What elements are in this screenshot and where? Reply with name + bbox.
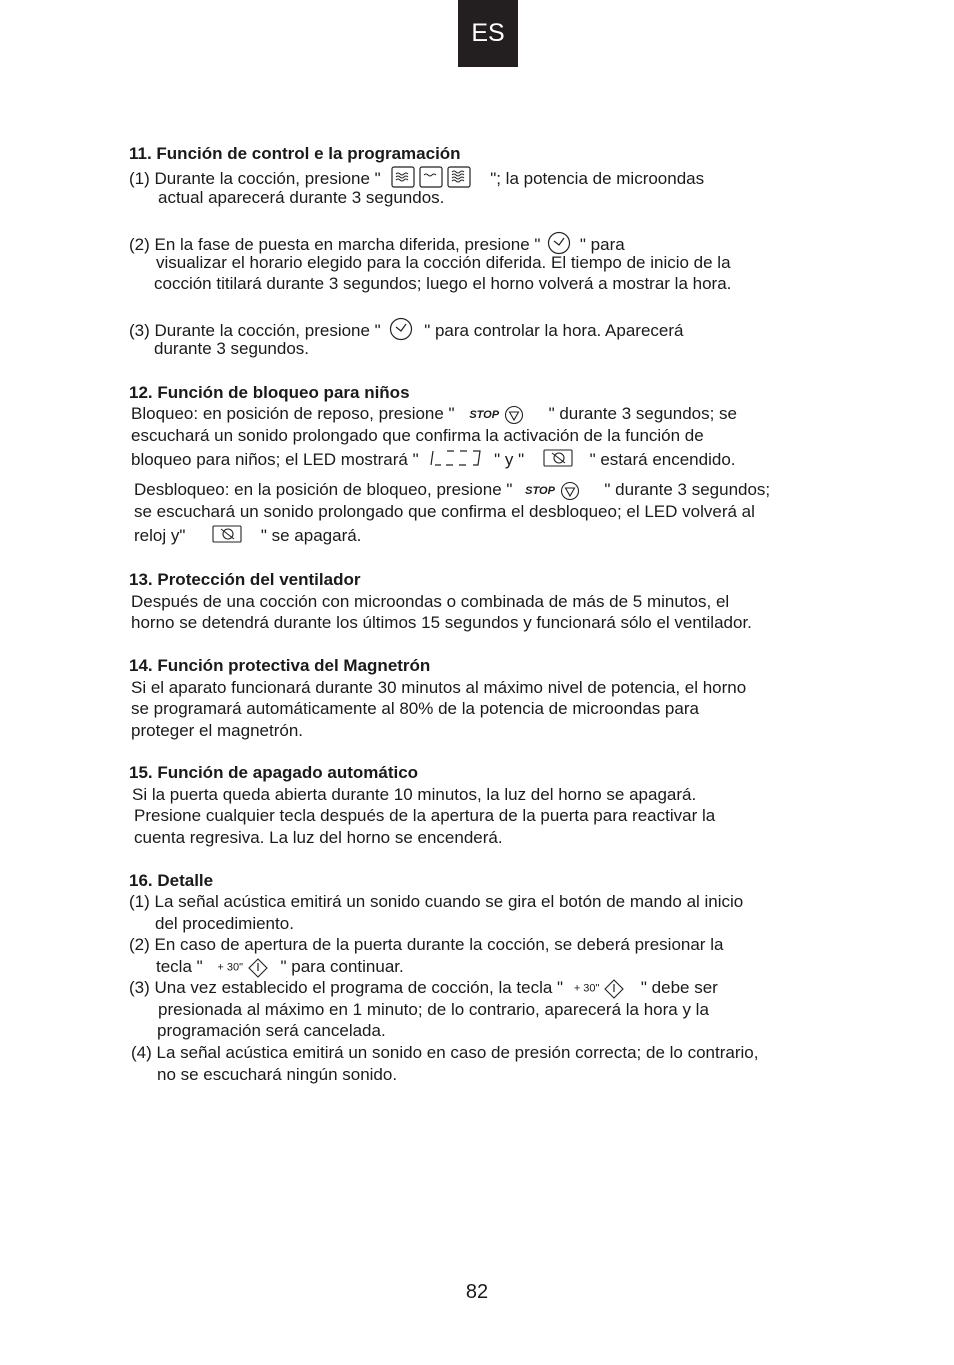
s16-p3-line1: (3) Una vez establecido el programa de cocción, la tecla " + 30" " debe ser — [129, 978, 718, 997]
s15-line2: Presione cualquier tecla después de la apertura de la puerta para reactivar la — [134, 806, 716, 825]
s12-lock-line3: bloqueo para niños; el LED mostrará " " y " " estará encendido. — [131, 448, 736, 473]
s11-p1-line1: (1) Durante la cocción, presione " "; la potencia de microondas — [129, 166, 704, 193]
s16-p4-line2: no se escuchará ningún sonido. — [157, 1065, 398, 1084]
section-15-title: 15. Función de apagado automático — [129, 763, 419, 782]
s15-line1: Si la puerta queda abierta durante 10 minutos, la luz del horno se apagará. — [132, 785, 697, 804]
s11-p3-line1: (3) Durante la cocción, presione " " para controlar la hora. Aparecerá — [129, 317, 683, 346]
s11-p1-line2: actual aparecerá durante 3 segundos. — [158, 188, 445, 207]
s11-p2-line3: cocción titilará durante 3 segundos; luego el horno volverá a mostrar la hora. — [154, 274, 732, 293]
s16-p1-line2: del procedimiento. — [155, 914, 294, 933]
s16-p2-line1: (2) En caso de apertura de la puerta durante la cocción, se deberá presionar la — [129, 935, 724, 954]
clock-icon — [389, 317, 413, 346]
child-lock-icon — [212, 524, 242, 549]
s11-p2-line2: visualizar el horario elegido para la cocción diferida. El tiempo de inicio de la — [156, 253, 731, 272]
s16-p3-line2: presionada al máximo en 1 minuto; de lo contrario, aparecerá la hora y la — [158, 1000, 709, 1019]
language-tab: ES — [458, 0, 518, 67]
s16-p1-line1: (1) La señal acústica emitirá un sonido cuando se gira el botón de mando al inicio — [129, 892, 744, 911]
plus-30-start-icon: + 30" — [574, 978, 624, 999]
child-lock-icon — [543, 448, 573, 473]
s13-line1: Después de una cocción con microondas o combinada de más de 5 minutos, el — [131, 592, 730, 611]
s12-unlock-line2: se escuchará un sonido prolongado que confirma el desbloqueo; el LED volverá al — [134, 502, 755, 521]
section-13-title: 13. Protección del ventilador — [129, 570, 361, 589]
led-dashes-icon — [429, 448, 487, 473]
s13-line2: horno se detendrá durante los últimos 15 segundos y funcionará sólo el ventilador. — [131, 613, 752, 632]
section-14-title: 14. Función protectiva del Magnetrón — [129, 656, 431, 675]
s12-unlock-line3: reloj y" " se apagará. — [134, 524, 361, 549]
section-11-title: 11. Función de control e la programación — [129, 144, 461, 163]
s16-p3-line3: programación será cancelada. — [157, 1021, 386, 1040]
s16-p4-line1: (4) La señal acústica emitirá un sonido en caso de presión correcta; de lo contrario, — [131, 1043, 759, 1062]
section-16-title: 16. Detalle — [129, 871, 214, 890]
stop-button-icon: STOP — [469, 405, 524, 425]
plus-30-start-icon: + 30" — [217, 957, 267, 978]
s14-line3: proteger el magnetrón. — [131, 721, 303, 740]
s14-line2: se programará automáticamente al 80% de la potencia de microondas para — [131, 699, 699, 718]
stop-button-icon: STOP — [525, 481, 580, 501]
s11-p2-line1: (2) En la fase de puesta en marcha diferida, presione " " para — [129, 231, 625, 260]
s11-p3-line2: durante 3 segundos. — [154, 339, 310, 358]
s15-line3: cuenta regresiva. La luz del horno se encenderá. — [134, 828, 503, 847]
s12-unlock-line1: Desbloqueo: en la posición de bloqueo, presione " $^{STOP}$ " durante 3 segundos; — [134, 480, 771, 499]
s16-p2-line2: tecla " + 30" " para continuar. — [156, 957, 404, 976]
s12-lock-line1: Bloqueo: en posición de reposo, presione " $^{STOP}$ " durante 3 segundos; se — [131, 404, 738, 423]
section-12-title: 12. Función de bloqueo para niños — [129, 383, 410, 402]
page-number: 82 — [465, 1281, 489, 1303]
s12-lock-line2: escuchará un sonido prolongado que confirma la activación de la función de — [131, 426, 704, 445]
s14-line1: Si el aparato funcionará durante 30 minutos al máximo nivel de potencia, el horno — [131, 678, 747, 697]
